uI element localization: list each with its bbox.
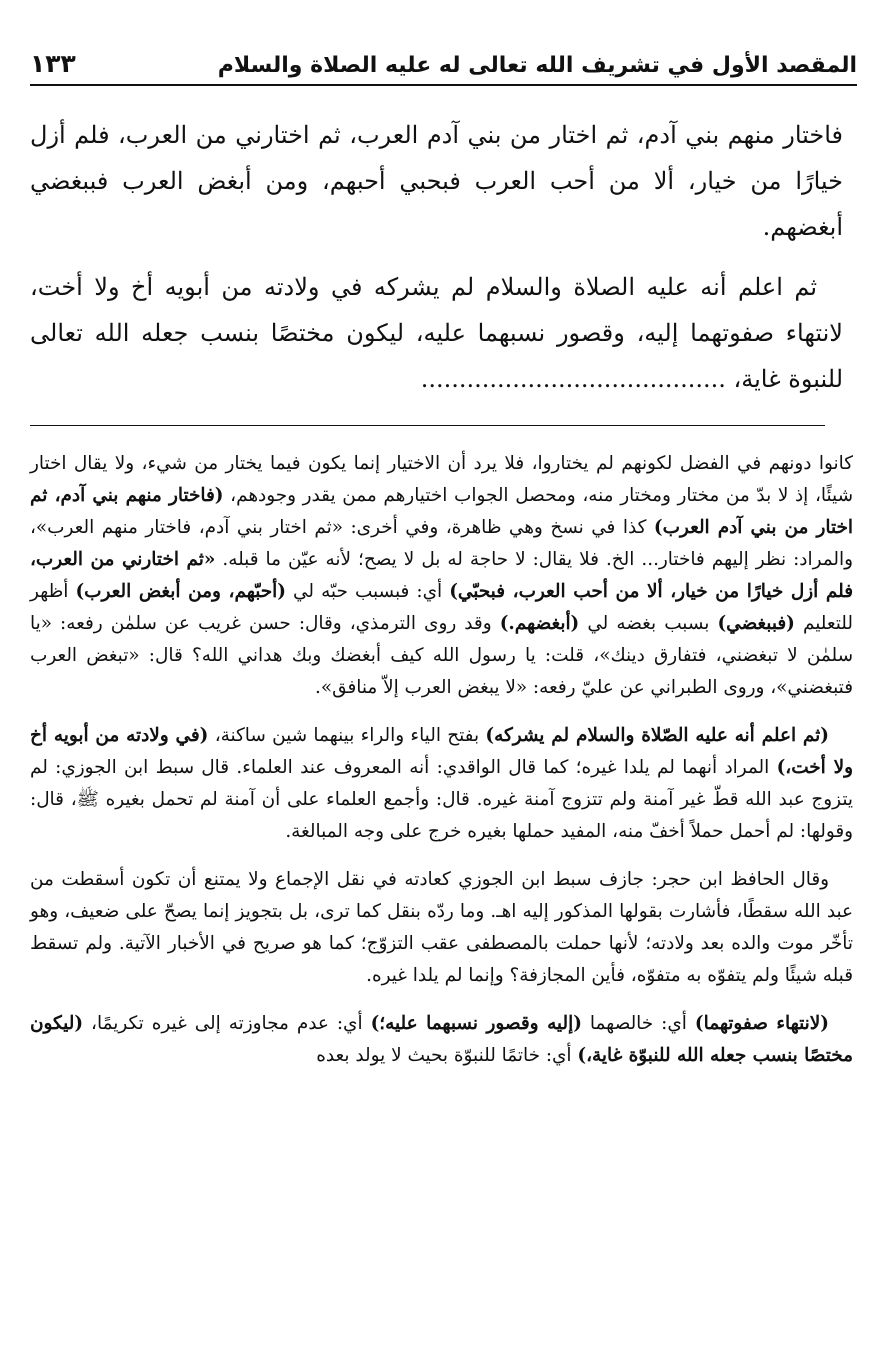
commentary-text: كذا في نسخ وهي ظاهرة، وفي أخرى: «ثم اختار بني آدم، فاختار منهم العرب»، والمراد: نظر إليهم فاختار... الخ. فلا يقال: لا حاجة له بل لا يصح؛ لأنه عيّن ما قبله. (30, 517, 853, 570)
quoted-text: (ثم اعلم أنه عليه الصّلاة والسلام لم يشركه) (485, 725, 829, 746)
commentary-text: وقد روى الترمذي، وقال: حسن غريب عن سلمٰن رفعه: «يا سلمٰن لا تبغضني، فتفارق دينك»، قلت: يا رسول الله كيف أبغضك وبك هداني الله؟ قال: «تبغض العرب فتبغضني»، وروى الطبراني عن عليّ رفعه: «لا يبغض العرب إلاّ منافق». (30, 613, 853, 698)
ellipsis-dots: ........................................ (420, 365, 726, 393)
commentary-text: المراد أنهما لم يلدا غيره؛ كما قال الواقدي: أنه المعروف عند العلماء. قال سبط ابن الجوزي: لم يتزوج عبد الله قطّ غير آمنة ولم تتزوج آمنة غيره. قال: وأجمع العلماء على أن آمنة لم تحمل بغيره ﷺ، قال: وقولها: لم أحمل حملاً أخفّ منه، المفيد حملها بغيره خرج على وجه المبالغة. (30, 757, 853, 842)
quoted-text: (في ولادته من أبويه أخ ولا أخت،) (30, 725, 853, 778)
commentary-paragraph (30, 720, 853, 848)
main-paragraph (30, 264, 843, 402)
commentary-text: أظهر للتعليم (30, 581, 853, 634)
commentary-text: وقال الحافظ ابن حجر: جازف سبط ابن الجوزي كعادته في نقل الإجماع ولا يمتنع أن تكون أسقطت من عبد الله سقطًا، فأشارت بقولها المذكور إليه اهـ. وما ردّه بنقل كما ترى، بل بتجويز إنما يصحّ على ضعيف، وهو تأخّر موت والده بعد ولادته؛ لأنها حملت بالمصطفى عقب التزوّج؛ كما هو صريح في الأخبار الآتية. ولم تسقط قبله شيئًا ولم يتفوّه به متفوّه، فأين المجازفة؟ وإنما لم يلدا غيره. (30, 869, 853, 986)
commentary-text: أي: خاتمًا للنبوّة بحيث لا يولد بعده (316, 1045, 572, 1066)
commentary-text: أي: عدم مجاوزته إلى غيره تكريمًا، (91, 1013, 363, 1034)
running-title: المقصد الأول في تشريف الله تعالى له عليه الصلاة والسلام (217, 53, 857, 78)
page-number: ١٣٣ (30, 49, 76, 78)
commentary-paragraph (30, 448, 853, 704)
commentary-text: أي: خالصهما (589, 1013, 687, 1034)
quoted-text: (فاختار منهم بني آدم، ثم اختار من بني آدم العرب) (30, 485, 853, 538)
footnote-divider (30, 425, 825, 426)
commentary-paragraph (30, 1008, 853, 1072)
quoted-text: (أحبّهم، ومن أبغض العرب) (75, 581, 286, 602)
commentary-text: أي: فبسبب حبّه لي (293, 581, 443, 602)
commentary-text: بفتح الياء والراء بينهما شين ساكنة، (214, 725, 480, 746)
commentary-text: كانوا دونهم في الفضل لكونهم لم يختاروا، فلا يرد أن الاختيار إنما يكون فيما يختار من شيء، ولا يقال اختار شيئًا، إذ لا بدّ من مختار ومختار منه، ومحصل الجواب اختيارهم ممن يقدر وجودهم، (30, 453, 854, 506)
main-paragraph (30, 112, 843, 250)
quoted-text: (إليه وقصور نسبهما عليه؛) (370, 1013, 582, 1034)
quoted-text: (ليكون مختصًا بنسب جعله الله للنبوّة غاية،) (30, 1013, 853, 1066)
commentary-paragraph (30, 864, 853, 992)
quoted-text: (أبغضهم.) (499, 613, 580, 634)
page-header (30, 28, 857, 86)
main-paragraph-text: ثم اعلم أنه عليه الصلاة والسلام لم يشركه في ولادته من أبويه أخ ولا أخت، لانتهاء صفوتهما إليه، وقصور نسبهما عليه، ليكون مختصًا بنسب جعله الله تعالى للنبوة غاية، (30, 273, 843, 393)
quoted-text: «ثم اختارني من العرب، فلم أزل خيارًا من خيار، ألا من أحب العرب، فبحبّي) (30, 549, 854, 602)
quoted-text: (لانتهاء صفوتهما) (694, 1013, 829, 1034)
commentary (30, 448, 853, 1088)
main-paragraph-text: فاختار منهم بني آدم، ثم اختار من بني آدم العرب، ثم اختارني من العرب، فلم أزل خيارًا من خيار، ألا من أحب العرب فبحبي أحبهم، ومن أبغض العرب فببغضي أبغضهم. (30, 121, 843, 241)
commentary-text: بسبب بغضه لي (587, 613, 710, 634)
main-text (30, 112, 843, 416)
quoted-text: (فببغضي) (717, 613, 795, 634)
